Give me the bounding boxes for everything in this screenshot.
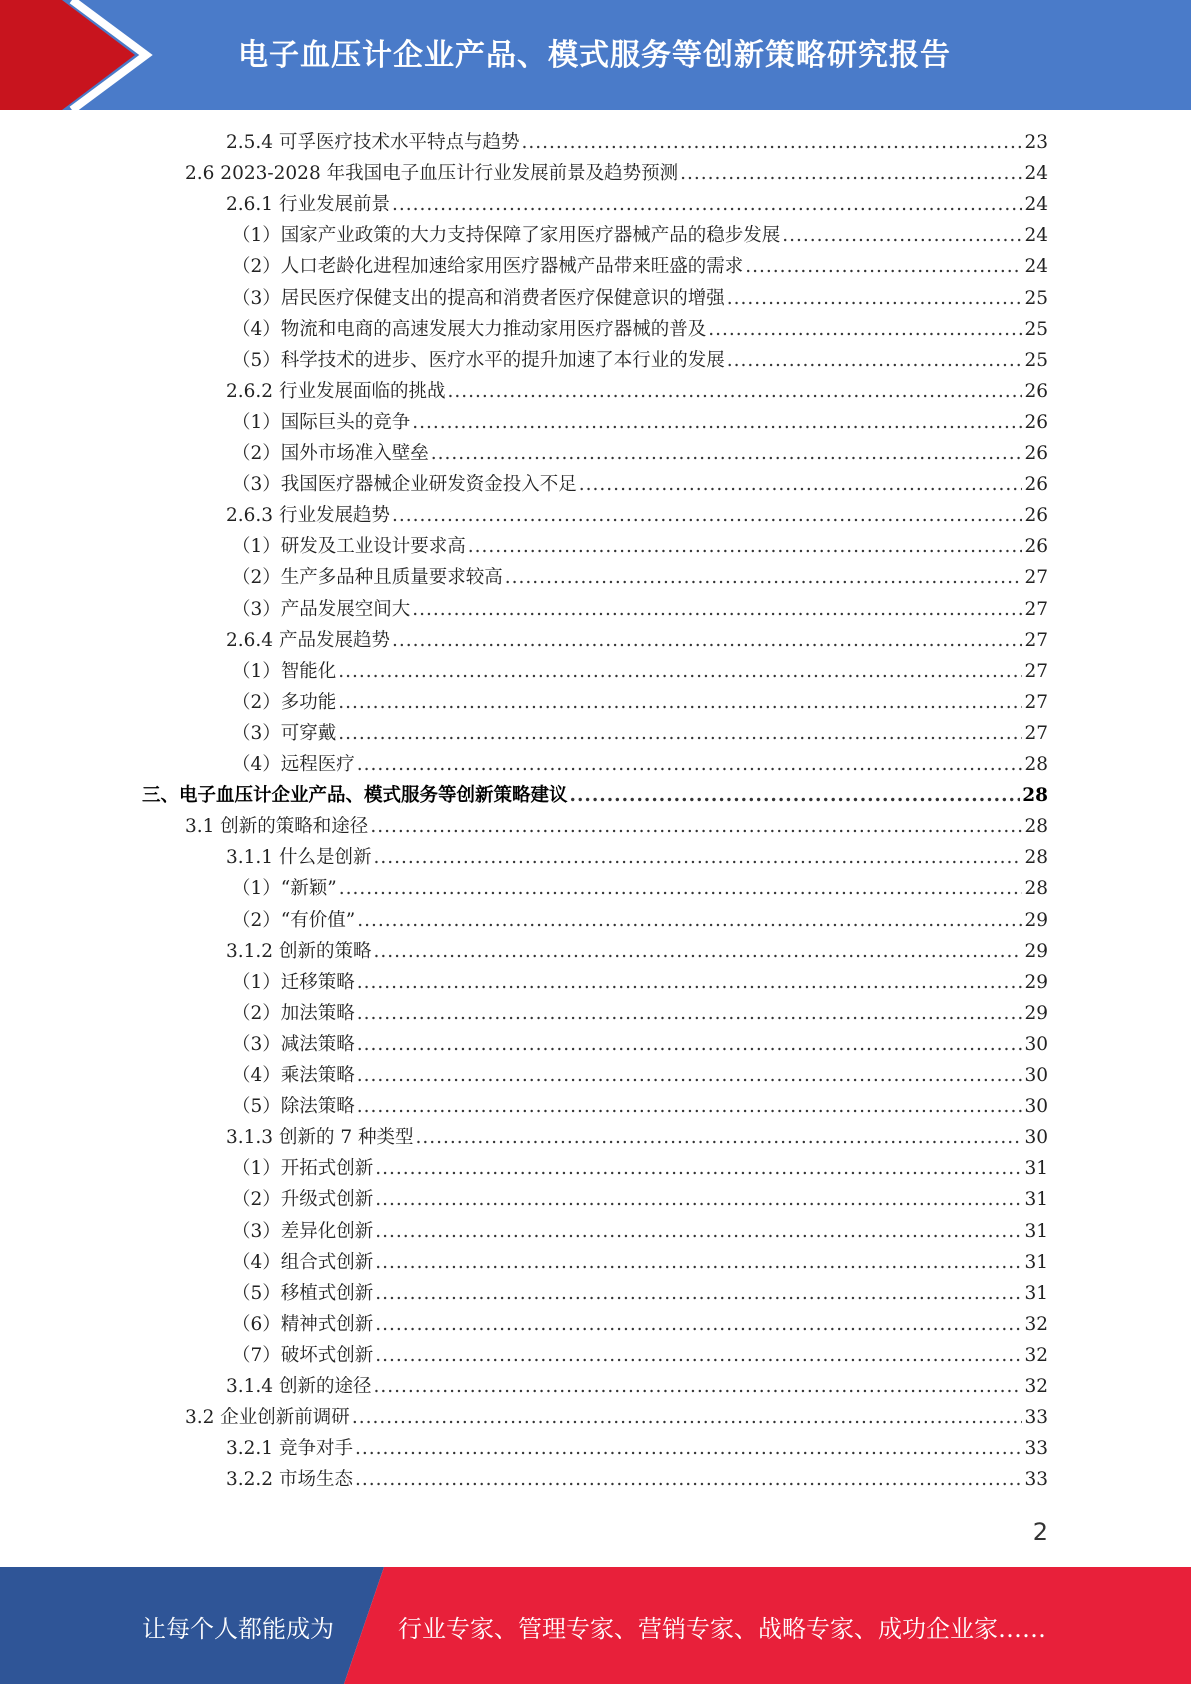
toc-entry-title: （3）可穿戴 (232, 722, 337, 744)
toc-entry-title: （2）人口老龄化进程加速给家用医疗器械产品带来旺盛的需求 (232, 256, 744, 278)
toc-dot-leader (370, 811, 1022, 842)
toc-dot-leader (357, 1091, 1023, 1122)
toc-entry-page: 28 (1024, 847, 1048, 869)
toc-entry-title: 3.1 创新的策略和途径 (185, 816, 369, 838)
toc-entry-title: 2.6 2023-2028 年我国电子血压计行业发展前景及趋势预测 (185, 163, 679, 185)
toc-entry[interactable] (232, 345, 1048, 376)
toc-dot-leader (431, 438, 1023, 469)
toc-entry-title: （1）迁移策略 (232, 971, 355, 993)
toc-entry[interactable] (226, 1433, 1048, 1464)
toc-dot-leader (339, 873, 1023, 904)
toc-entry-title: （1）开拓式创新 (232, 1158, 374, 1180)
toc-dot-leader (727, 345, 1023, 376)
toc-entry[interactable] (226, 127, 1048, 158)
toc-dot-leader (375, 1216, 1022, 1247)
toc-dot-leader (355, 1464, 1023, 1495)
toc-entry-page: 29 (1024, 1002, 1048, 1024)
toc-entry-title: （2）国外市场准入壁垒 (232, 443, 429, 464)
toc-entry-title: 3.2 企业创新前调研 (185, 1407, 350, 1429)
toc-dot-leader (357, 749, 1023, 780)
toc-entry-title: （5）科学技术的进步、医疗水平的提升加速了本行业的发展 (232, 349, 725, 371)
toc-dot-leader (357, 998, 1023, 1029)
toc-dot-leader (570, 780, 1021, 811)
toc-entry[interactable] (232, 1184, 1048, 1215)
toc-entry-title: （4）组合式创新 (232, 1251, 374, 1273)
toc-entry-page: 23 (1024, 132, 1048, 153)
toc-entry[interactable] (232, 1278, 1048, 1309)
toc-entry-page: 27 (1024, 598, 1048, 620)
toc-entry-title: 3.2.2 市场生态 (226, 1469, 353, 1491)
toc-dot-leader (447, 376, 1022, 407)
toc-entry[interactable] (232, 1060, 1048, 1091)
toc-entry-page: 30 (1024, 1127, 1048, 1149)
toc-entry-title: （2）生产多品种且质量要求较高 (232, 567, 503, 589)
toc-entry-title: 3.1.3 创新的 7 种类型 (226, 1127, 414, 1149)
toc-entry-title: （2）升级式创新 (232, 1189, 374, 1211)
toc-entry[interactable] (232, 1091, 1048, 1122)
toc-entry-page: 26 (1024, 536, 1048, 558)
toc-entry[interactable] (232, 438, 1048, 469)
toc-entry-page: 30 (1024, 1096, 1048, 1118)
toc-entry[interactable] (226, 842, 1048, 873)
report-title: 电子血压计企业产品、模式服务等创新策略研究报告 (238, 38, 951, 73)
toc-entry-page: 29 (1024, 940, 1048, 962)
toc-entry-page: 32 (1024, 1344, 1048, 1366)
toc-entry[interactable] (226, 376, 1048, 407)
toc-entry-page: 24 (1024, 194, 1048, 216)
toc-entry-title: 2.6.4 产品发展趋势 (226, 629, 390, 651)
toc-entry-page: 24 (1024, 225, 1048, 247)
toc-entry-title: （1）研发及工业设计要求高 (232, 536, 466, 558)
toc-entry[interactable] (232, 749, 1048, 780)
toc-entry[interactable] (185, 158, 1048, 189)
toc-entry-title: （7）破坏式创新 (232, 1344, 374, 1366)
toc-entry-title: （2）多功能 (232, 691, 337, 713)
toc-entry-page: 31 (1024, 1282, 1048, 1304)
toc-entry-page: 27 (1024, 722, 1048, 744)
toc-entry-page: 33 (1024, 1407, 1048, 1429)
toc-entry-page: 27 (1024, 629, 1048, 651)
toc-dot-leader (680, 158, 1022, 189)
toc-entry-title: （3）差异化创新 (232, 1220, 374, 1242)
toc-entry[interactable] (232, 998, 1048, 1029)
toc-entry[interactable] (185, 1402, 1048, 1433)
toc-entry-page: 28 (1024, 816, 1048, 838)
page-header (0, 0, 1191, 110)
toc-entry-title: 三、电子血压计企业产品、模式服务等创新策略建议 (142, 785, 568, 807)
toc-dot-leader (355, 1433, 1023, 1464)
toc-entry-page: 31 (1024, 1220, 1048, 1242)
toc-entry[interactable] (232, 469, 1048, 500)
page-footer (0, 1567, 1191, 1684)
toc-dot-leader (708, 314, 1022, 345)
toc-entry-page: 33 (1024, 1469, 1048, 1491)
toc-entry[interactable] (232, 1309, 1048, 1340)
toc-entry-title: （1）智能化 (232, 660, 337, 682)
toc-entry[interactable] (226, 1122, 1048, 1153)
toc-dot-leader (375, 1153, 1022, 1184)
toc-dot-leader (375, 1278, 1022, 1309)
toc-dot-leader (579, 469, 1023, 500)
toc-dot-leader (375, 1184, 1022, 1215)
toc-entry-page: 28 (1024, 878, 1048, 900)
toc-dot-leader (745, 251, 1022, 282)
toc-dot-leader (412, 407, 1022, 438)
toc-entry-page: 29 (1024, 971, 1048, 993)
toc-entry[interactable] (226, 500, 1048, 531)
toc-entry-page: 27 (1024, 660, 1048, 682)
toc-entry-page: 25 (1024, 349, 1048, 371)
toc-entry[interactable] (232, 562, 1048, 593)
toc-entry-title: （4）乘法策略 (232, 1065, 355, 1086)
toc-entry-title: （1）国际巨头的竞争 (232, 411, 411, 433)
toc-entry-page: 26 (1024, 474, 1048, 496)
toc-entry[interactable] (232, 531, 1048, 562)
toc-entry[interactable] (142, 780, 1048, 811)
toc-entry-page: 26 (1024, 380, 1048, 402)
toc-dot-leader (416, 1122, 1023, 1153)
toc-dot-leader (375, 1340, 1022, 1371)
toc-entry[interactable] (232, 718, 1048, 749)
toc-entry-page: 30 (1024, 1065, 1048, 1086)
toc-entry-title: 2.5.4 可孚医疗技术水平特点与趋势 (226, 132, 520, 153)
toc-entry-title: 2.6.2 行业发展面临的挑战 (226, 380, 446, 402)
toc-entry[interactable] (232, 594, 1048, 625)
toc-entry-page: 28 (1022, 785, 1048, 807)
toc-dot-leader (357, 1029, 1023, 1060)
toc-entry[interactable] (232, 905, 1048, 936)
toc-dot-leader (375, 1247, 1022, 1278)
toc-entry-page: 29 (1024, 909, 1048, 931)
toc-entry[interactable] (232, 1029, 1048, 1060)
toc-entry-page: 26 (1024, 443, 1048, 464)
toc-entry-page: 27 (1024, 567, 1048, 589)
toc-entry[interactable] (232, 1216, 1048, 1247)
toc-entry[interactable] (232, 283, 1048, 314)
toc-entry[interactable] (232, 1247, 1048, 1278)
toc-entry-title: 3.1.2 创新的策略 (226, 940, 372, 962)
page-number: 2 (1032, 1518, 1048, 1546)
toc-dot-leader (338, 718, 1022, 749)
toc-entry[interactable] (232, 1153, 1048, 1184)
toc-entry-title: （4）物流和电商的高速发展大力推动家用医疗器械的普及 (232, 318, 707, 340)
toc-entry[interactable] (232, 656, 1048, 687)
toc-entry-title: （3）居民医疗保健支出的提高和消费者医疗保健意识的增强 (232, 287, 725, 309)
toc-entry[interactable] (232, 314, 1048, 345)
toc-dot-leader (392, 189, 1022, 220)
toc-dot-leader (357, 1060, 1023, 1091)
toc-entry-title: （3）产品发展空间大 (232, 598, 411, 620)
toc-entry-page: 26 (1024, 411, 1048, 433)
toc-entry-title: 2.6.1 行业发展前景 (226, 194, 390, 216)
toc-entry-page: 24 (1024, 256, 1048, 278)
toc-entry-page: 31 (1024, 1251, 1048, 1273)
toc-entry-page: 25 (1024, 287, 1048, 309)
toc-dot-leader (373, 1371, 1022, 1402)
toc-entry-title: （6）精神式创新 (232, 1313, 374, 1335)
toc-dot-leader (392, 625, 1022, 656)
toc-dot-leader (373, 842, 1022, 873)
toc-entry[interactable] (226, 936, 1048, 967)
toc-entry-page: 32 (1024, 1313, 1048, 1335)
toc-entry-page: 33 (1024, 1438, 1048, 1460)
toc-dot-leader (338, 687, 1022, 718)
toc-dot-leader (782, 220, 1022, 251)
toc-entry[interactable] (226, 1464, 1048, 1495)
toc-entry-title: （3）减法策略 (232, 1033, 355, 1055)
toc-entry-title: （3）我国医疗器械企业研发资金投入不足 (232, 474, 577, 496)
toc-dot-leader (412, 594, 1022, 625)
toc-entry[interactable] (232, 407, 1048, 438)
toc-entry-title: （1）国家产业政策的大力支持保障了家用医疗器械产品的稳步发展 (232, 225, 781, 247)
toc-entry-page: 32 (1024, 1376, 1048, 1397)
toc-entry-page: 30 (1024, 1033, 1048, 1055)
footer-slogan-right: 行业专家、管理专家、营销专家、战略专家、成功企业家…… (398, 1615, 1046, 1643)
toc-dot-leader (357, 905, 1022, 936)
toc-entry-title: 3.2.1 竞争对手 (226, 1438, 353, 1460)
toc-dot-leader (375, 1309, 1022, 1340)
toc-entry[interactable] (185, 811, 1048, 842)
toc-entry-title: （5）移植式创新 (232, 1282, 374, 1304)
toc-entry-page: 31 (1024, 1189, 1048, 1211)
toc-dot-leader (338, 656, 1022, 687)
toc-entry[interactable] (226, 189, 1048, 220)
toc-entry-title: 2.6.3 行业发展趋势 (226, 505, 390, 527)
footer-slogan-left: 让每个人都能成为 (142, 1615, 334, 1643)
toc-entry[interactable] (232, 1340, 1048, 1371)
toc-entry[interactable] (226, 1371, 1048, 1402)
toc-dot-leader (392, 500, 1022, 531)
toc-entry[interactable] (232, 873, 1048, 904)
toc-dot-leader (468, 531, 1023, 562)
toc-entry-page: 27 (1024, 691, 1048, 713)
toc-entry-title: （2）“有价值” (232, 909, 356, 931)
toc-entry[interactable] (226, 625, 1048, 656)
toc-entry-title: （5）除法策略 (232, 1096, 355, 1118)
toc-entry-page: 31 (1024, 1158, 1048, 1180)
toc-entry-title: 3.1.1 什么是创新 (226, 847, 372, 869)
toc-entry[interactable] (232, 220, 1048, 251)
toc-entry[interactable] (232, 687, 1048, 718)
toc-entry-page: 25 (1024, 318, 1048, 340)
toc-dot-leader (357, 967, 1023, 998)
toc-entry-page: 26 (1024, 505, 1048, 527)
toc-entry-page: 28 (1024, 754, 1048, 775)
toc-dot-leader (505, 562, 1023, 593)
toc-dot-leader (373, 936, 1022, 967)
toc-entry-title: （4）远程医疗 (232, 754, 355, 775)
toc-entry-title: 3.1.4 创新的途径 (226, 1376, 372, 1397)
toc-dot-leader (352, 1402, 1023, 1433)
toc-dot-leader (521, 127, 1022, 158)
toc-entry-page: 24 (1024, 163, 1048, 185)
toc-dot-leader (727, 283, 1023, 314)
toc-entry-title: （1）“新颖” (232, 878, 337, 900)
toc-entry[interactable] (232, 967, 1048, 998)
toc-entry-title: （2）加法策略 (232, 1002, 355, 1024)
toc-entry[interactable] (232, 251, 1048, 282)
